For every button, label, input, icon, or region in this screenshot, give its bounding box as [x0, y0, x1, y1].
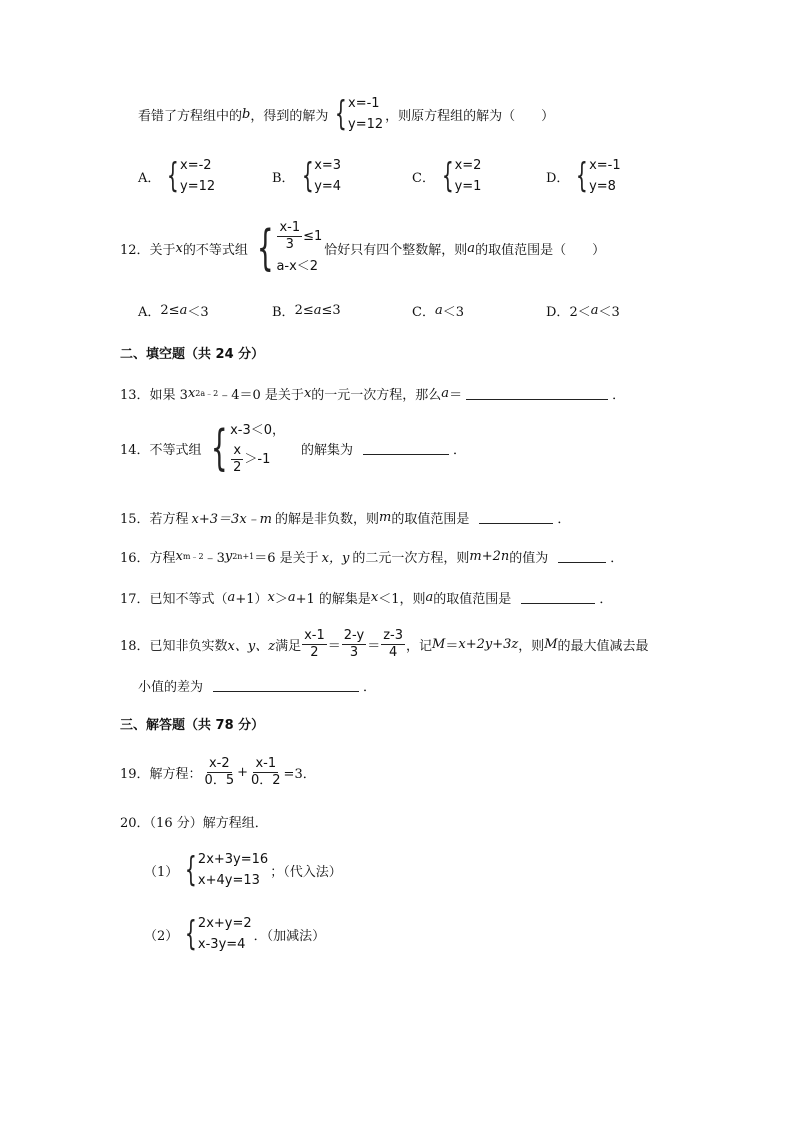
q20-part2: （2） { 2x+y=2 x-3y=4 ．（加减法） — [144, 914, 326, 954]
q18-answer-blank[interactable] — [213, 679, 359, 692]
q11-option-a[interactable]: A． { x=-2 y=12 — [138, 156, 216, 196]
q15-answer-blank[interactable] — [479, 511, 553, 524]
q14-system: { x-3＜0， $\frac{x}{2}$ ＞-1 — [210, 420, 286, 476]
q17-answer-blank[interactable] — [521, 591, 595, 604]
q12-option-b[interactable]: B． 2≤ a ≤3 — [272, 303, 341, 320]
q13-answer-blank[interactable] — [466, 387, 608, 400]
q16-answer-blank[interactable] — [558, 550, 606, 563]
section-fill-in-heading: 二、填空题（共 24 分） — [120, 347, 265, 362]
q19: 19．解方程： $\frac{x-2}{0.5}$ + $\frac{x-1}{0.2}$ =3． — [120, 756, 316, 788]
q12-stem: 12．关于 x 的不等式组 { $\frac{x-1}{3}$ ≤1 a-x＜2 恰好只有四个整数解，则 a 的取值范围是（ ） — [120, 220, 606, 276]
q12-option-d[interactable]: D． 2＜ a ＜3 — [546, 303, 620, 320]
q20-part1: （1） { 2x+3y=16 x+4y=13 ；（代入法） — [144, 850, 342, 890]
q20-title: 20．（16 分）解方程组． — [120, 816, 268, 831]
q17: 17．已知不等式（ a +1） x ＞ a +1 的解集是 x ＜1，则 a 的取值范围是 ． — [120, 590, 613, 607]
q14-answer-blank[interactable] — [363, 442, 449, 455]
q11-option-b[interactable]: B． { x=3 y=4 — [272, 156, 342, 196]
q18-line1: 18．已知非负实数 x、y、z 满足 $\frac{x-1}{2}$ ＝ $\frac{2-y}{3}$ ＝ $\frac{z-3}{4}$ ，记 M ＝ x+2y+3z ，则 M 的最大值减去最 — [120, 628, 649, 660]
q16: 16．方程 x m﹣2 ﹣3 y 2n+1 ＝6 是关于 x，y 的二元一次方程，则 m+2n 的值为 ． — [120, 549, 624, 566]
q11-system: { x=-1 y=12 — [335, 94, 384, 134]
q11-option-c[interactable]: C． { x=2 y=1 — [412, 156, 482, 196]
q15: 15．若方程 x+3＝3x﹣m 的解是非负数，则 m 的取值范围是 ． — [120, 510, 571, 527]
q11-stem: 看错了方程组中的 b ，得到的解为 { x=-1 y=12 ，则原方程组的解为（ ） — [138, 94, 555, 134]
q11-option-d[interactable]: D． { x=-1 y=8 — [546, 156, 621, 196]
section-solution-heading: 三、解答题（共 78 分） — [120, 718, 265, 733]
q14: 14．不等式组 { x-3＜0， $\frac{x}{2}$ ＞-1 的解集为 ． — [120, 420, 467, 476]
q12-option-a[interactable]: A． 2≤ a ＜3 — [138, 303, 209, 320]
q12-system: { $\frac{x-1}{3}$ ≤1 a-x＜2 — [256, 220, 323, 276]
q18-line2: 小值的差为 ． — [138, 680, 377, 695]
q13: 13．如果 3 x 2a﹣2 ﹣4＝0 是关于 x 的一元一次方程，那么 a ＝ ． — [120, 386, 626, 403]
q12-option-c[interactable]: C． a ＜3 — [412, 303, 464, 320]
